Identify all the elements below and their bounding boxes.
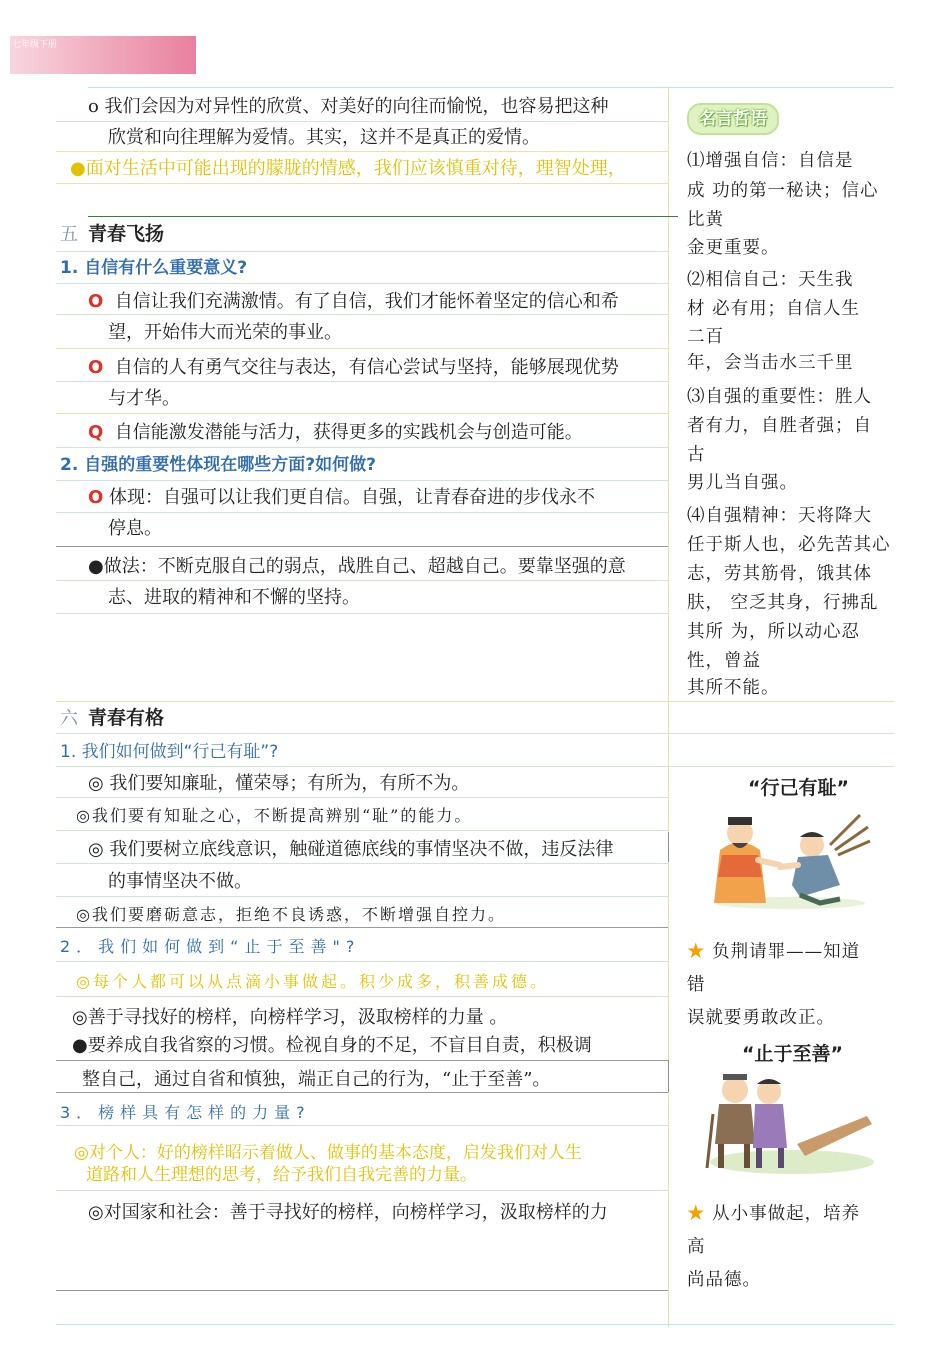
sec6-b3-cont: 整自己，通过自省和慎独，端正自己的行为，“止于至善”。	[82, 1069, 551, 1090]
rule	[56, 996, 668, 997]
rule	[56, 1060, 668, 1061]
rule	[56, 1324, 894, 1325]
sidebar-line: 古	[687, 445, 706, 465]
rule	[56, 381, 668, 382]
sec6-question-3: 3．榜样具有怎样的力量?	[60, 1103, 311, 1122]
sec5-item-1: O 自信让我们充满激情。有了自信，我们才能怀着坚定的信心和希	[88, 291, 619, 312]
pic2-caption: ★ 从小事做起，培养	[687, 1204, 861, 1224]
rule	[56, 183, 668, 184]
sidebar-line: 比黄	[687, 210, 724, 230]
sidebar-line: 金更重要。	[687, 238, 780, 258]
sidebar-line: 者有力，自胜者强；自	[687, 416, 872, 436]
sec5-method: ●做法：不断克服自己的弱点，战胜自己、超越自己。要靠坚强的意	[88, 556, 626, 577]
rule	[56, 1092, 668, 1093]
rule	[668, 1060, 669, 1092]
sec6-b2: ◎善于寻找好的榜样，向榜样学习，汲取榜样的力量 。	[72, 1007, 508, 1028]
sidebar-line: 肤， 空乏其身，行拂乱	[687, 593, 879, 613]
pic2-caption-2: 高	[687, 1237, 706, 1257]
rule	[56, 413, 668, 414]
rule	[56, 896, 668, 897]
sec5-item-1-cont: 望，开始伟大而光荣的事业。	[108, 322, 342, 343]
pic1-caption-3: 误就要勇敢改正。	[687, 1008, 835, 1028]
pic1-caption: ★ 负荆请罪——知道	[687, 942, 861, 962]
rule	[56, 701, 894, 702]
rule	[56, 512, 668, 513]
sec6-answer-4: ◎我们要磨砺意志，拒绝不良诱惑，不断增强自控力。	[76, 905, 506, 924]
sidebar-line: 材 必有用；自信人生	[687, 299, 861, 319]
sidebar-line: 年，会当击水三千里	[687, 353, 854, 373]
sec5-item-2-cont: 与才华。	[108, 388, 180, 409]
column-divider	[668, 87, 669, 1327]
pic1-caption-2: 错	[687, 975, 706, 995]
pic1-title: “行己有耻”	[748, 777, 849, 799]
rule	[56, 830, 668, 831]
sec5-question-1: 1. 自信有什么重要意义?	[60, 258, 248, 278]
sidebar-line: ⑵相信自己：天生我	[687, 270, 854, 290]
sidebar-line: 成 功的第一秘诀；信心	[687, 181, 879, 201]
section6-heading: 六 青春有格	[60, 707, 165, 729]
sec6-answer-3-cont: 的事情坚决不做。	[108, 871, 252, 892]
pic2-illustration	[697, 1064, 877, 1179]
rule	[56, 580, 668, 581]
rule	[56, 797, 668, 798]
rule	[56, 546, 668, 547]
sidebar-line: ⑶自强的重要性：胜人	[687, 387, 872, 407]
sidebar-line: 二百	[687, 327, 724, 347]
section5-heading: 五 青春飞扬	[60, 223, 165, 245]
top-line-2: 欣赏和向往理解为爱情。其实，这并不是真正的爱情。	[108, 127, 540, 148]
sec6-question-1: 1. 我们如何做到“行己有耻”?	[60, 742, 279, 762]
pic2-caption-3: 尚品德。	[687, 1270, 761, 1290]
rule	[56, 766, 894, 767]
rule	[56, 121, 668, 122]
top-line-1: o 我们会因为对异性的欣赏、对美好的向往而愉悦，也容易把这种	[88, 96, 609, 117]
sidebar-line: 其所 为，所以动心忍	[687, 622, 861, 642]
section-rule	[88, 216, 678, 217]
sec5-item-3: Q 自信能激发潜能与活力，获得更多的实践机会与创造可能。	[88, 422, 583, 443]
rule	[56, 151, 668, 152]
rule	[56, 1125, 668, 1126]
rule	[56, 447, 668, 448]
sec6-b3: ●要养成自我省察的习惯。检视自身的不足，不盲目自责，积极调	[72, 1035, 592, 1056]
sec5-question-2: 2. 自强的重要性体现在哪些方面?如何做?	[60, 455, 376, 475]
rule	[56, 733, 894, 734]
sec5-embody-cont: 停息。	[108, 518, 162, 539]
rule	[56, 613, 668, 614]
sec5-method-cont: 志、进取的精神和不懈的坚持。	[108, 587, 360, 608]
sec6-answer-2: ◎我们要有知耻之心，不断提高辨别“耻”的能力。	[76, 806, 473, 825]
top-line-3: ●面对生活中可能出现的朦胧的情感，我们应该慎重对待，理智处理，	[70, 158, 626, 179]
top-rule	[88, 87, 894, 88]
rule	[56, 283, 668, 284]
sec6-question-2: 2．我们如何做到“止于至善"?	[60, 937, 361, 956]
rule	[56, 927, 668, 928]
quotes-badge: 名言哲语	[687, 103, 779, 135]
rule	[56, 348, 668, 349]
rule	[56, 480, 668, 481]
sidebar-line: 志，劳其筋骨，饿其体	[687, 564, 872, 584]
sec6-c1: ◎对个人：好的榜样昭示着做人、做事的基本态度，启发我们对人生	[74, 1143, 582, 1163]
sidebar-line: 性，曾益	[687, 651, 761, 671]
rule	[56, 251, 668, 252]
sec6-answer-3: ◎ 我们要树立底线意识，触碰道德底线的事情坚决不做，违反法律	[88, 839, 614, 860]
rule	[56, 314, 668, 315]
sec5-embody: O 体现：自强可以让我们更自信。自强，让青春奋进的步伐永不	[88, 487, 596, 508]
pic1-illustration	[700, 805, 880, 910]
rule	[56, 863, 668, 864]
rule	[56, 1290, 668, 1291]
sec6-b1: ◎每个人都可以从点滴小事做起。积少成多，积善成德。	[76, 972, 549, 991]
sec6-answer-1: ◎ 我们要知廉耻，懂荣辱；有所为，有所不为。	[88, 773, 470, 794]
rule	[56, 1190, 668, 1191]
pic2-title: “止于至善”	[742, 1043, 843, 1065]
grade-label: 七年级下册	[12, 40, 58, 50]
rule	[56, 961, 668, 962]
sidebar-line: ⑷自强精神：天将降大	[687, 506, 872, 526]
sec6-c1-cont: 道路和人生理想的思考，给予我们自我完善的力量。	[86, 1165, 477, 1185]
sec6-c2: ◎对国家和社会：善于寻找好的榜样，向榜样学习，汲取榜样的力	[88, 1202, 608, 1223]
sidebar-line: 任于斯人也，必先苦其心	[687, 535, 891, 555]
sidebar-line: ⑴增强自信：自信是	[687, 151, 854, 171]
rule	[668, 832, 669, 862]
sidebar-line: 男儿当自强。	[687, 473, 798, 493]
sidebar-line: 其所不能。	[687, 678, 780, 698]
sec5-item-2: O 自信的人有勇气交往与表达，有信心尝试与坚持，能够展现优势	[88, 357, 619, 378]
